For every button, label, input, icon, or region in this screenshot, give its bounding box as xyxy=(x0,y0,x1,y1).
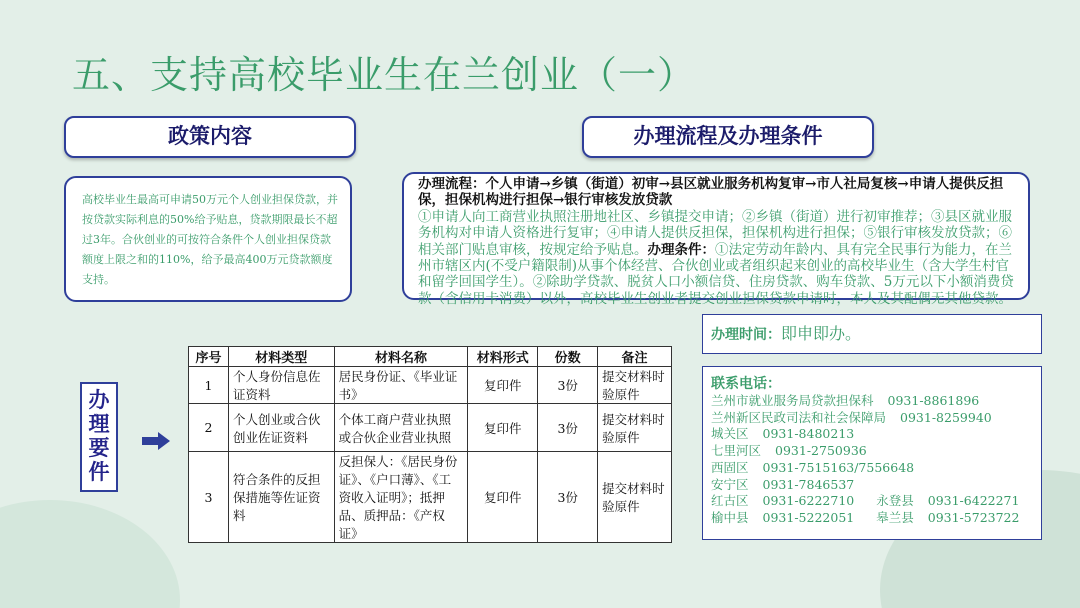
table-header: 材料形式 xyxy=(468,347,538,367)
table-cell: 居民身份证、《毕业证书》 xyxy=(334,367,468,404)
contact-name: 城关区 xyxy=(711,426,749,442)
time-box xyxy=(702,314,1042,354)
contact-phone: 0931-5723722 xyxy=(927,509,1020,525)
table-cell: 提交材料时验原件 xyxy=(598,404,672,452)
contact-name: 安宁区 xyxy=(711,476,749,492)
time-label: 办理时间： xyxy=(711,327,781,343)
requirements-table xyxy=(188,346,672,543)
time-value: 即申即办。 xyxy=(781,324,862,343)
table-cell: 3 xyxy=(189,452,229,543)
contact-name: 七里河区 xyxy=(711,443,762,459)
table-cell: 2 xyxy=(189,404,229,452)
contact-name: 永登县 xyxy=(876,493,914,509)
right-arrow-icon xyxy=(142,432,170,450)
contact-line xyxy=(711,443,1041,460)
contact-name: 榆中县 xyxy=(711,509,749,525)
table-cell: 符合条件的反担保措施等佐证资料 xyxy=(228,452,334,543)
contact-phone: 0931-5222051 xyxy=(762,509,855,525)
table-cell: 个体工商户营业执照或合伙企业营业执照 xyxy=(334,404,468,452)
table-cell: 提交材料时验原件 xyxy=(598,367,672,404)
contact-phone: 0931-7515163/7556648 xyxy=(762,459,915,475)
contact-box xyxy=(702,366,1042,540)
table-cell: 复印件 xyxy=(468,404,538,452)
page-title: 五、支持高校毕业生在兰创业（一） xyxy=(72,53,697,97)
conditions-label: 办理条件： xyxy=(647,241,715,258)
flow-text: 个人申请→乡镇（街道）初审→县区就业服务机构复审→市人社局复核→申请人提供反担保，担保机构进行担保→银行审核发放贷款 xyxy=(418,176,1004,209)
contact-line xyxy=(711,493,1041,510)
table-cell: 1 xyxy=(189,367,229,404)
contact-line xyxy=(711,477,1041,494)
table-header: 材料类型 xyxy=(228,347,334,367)
contact-phone: 0931-8259940 xyxy=(900,409,992,425)
policy-text: 高校毕业生最高可申请50万元个人创业担保贷款，并按贷款实际利息的50%给予贴息，贷款期限最长不超过3年。合伙创业的可按符合条件个人创业担保贷款额度上限之和的110%，给予最高400万元贷款额度支持。 xyxy=(82,193,338,286)
table-cell: 提交材料时验原件 xyxy=(598,452,672,543)
side-char: 要 xyxy=(88,435,110,460)
side-char: 件 xyxy=(88,459,110,484)
steps-text: ①申请人向工商营业执照注册地社区、乡镇提交申请；②乡镇（街道）进行初审推荐；③县区就业服务机构对申请人资格进行复审；④申请人提供反担保，担保机构进行担保；⑤银行审核发放贷款；⑥相关部门贴息审核，按规定给予贴息。 xyxy=(418,208,1012,258)
decor-shape xyxy=(0,500,180,608)
contact-phone: 0931-6422271 xyxy=(927,493,1020,509)
table-row xyxy=(189,404,672,452)
contact-label: 联系电话： xyxy=(711,376,781,392)
table-row xyxy=(189,452,672,543)
table-header: 份数 xyxy=(538,347,598,367)
process-box xyxy=(402,172,1030,307)
requirements-side-label xyxy=(80,382,118,492)
flow-label: 办理流程： xyxy=(418,176,486,192)
table-row xyxy=(189,367,672,404)
contact-line xyxy=(711,510,1041,527)
table-header: 材料名称 xyxy=(334,347,468,367)
table-cell: 3份 xyxy=(538,452,598,543)
conditions-text: ①法定劳动年龄内、具有完全民事行为能力，在兰州市辖区内(不受户籍限制)从事个体经营、合伙创业或者组织起来创业的高校毕业生（含大学生村官和留学回国学生）。②除助学贷款、脱贫人口小额信贷、住房贷款、购车贷款、5万元以下小额消费贷款（含信用卡消费）以外，高校毕业生创业者提交创业担保贷款申请时，本人及其配偶无其他贷款。 xyxy=(418,241,1014,307)
process-heading: 办理流程及办理条件 xyxy=(582,116,874,158)
table-cell: 个人创业或合伙创业佐证资料 xyxy=(228,404,334,452)
table-cell: 3份 xyxy=(538,367,598,404)
contact-phone: 0931-8861896 xyxy=(887,393,980,408)
table-cell: 复印件 xyxy=(468,452,538,543)
contact-name: 红古区 xyxy=(711,493,749,509)
table-cell: 3份 xyxy=(538,404,598,452)
table-cell: 个人身份信息佐证资料 xyxy=(228,367,334,404)
side-char: 办 xyxy=(88,387,110,412)
contact-line xyxy=(711,426,1041,443)
contact-line xyxy=(711,460,1041,477)
table-cell: 复印件 xyxy=(468,367,538,404)
contact-name: 皋兰县 xyxy=(876,509,914,525)
contact-phone: 0931-2750936 xyxy=(775,443,867,459)
contact-name: 西固区 xyxy=(711,459,749,475)
table-cell: 反担保人：《居民身份证》、《户口薄》、《工资收入证明》；抵押品、质押品：《产权证》 xyxy=(334,452,468,543)
contact-name: 兰州新区民政司法和社会保障局 xyxy=(711,409,887,425)
contact-phone: 0931-7846537 xyxy=(762,476,855,492)
table-header-row xyxy=(189,347,672,367)
policy-box xyxy=(64,176,352,302)
contact-name: 兰州市就业服务局贷款担保科 xyxy=(711,393,874,408)
table-header: 备注 xyxy=(598,347,672,367)
contact-phone: 0931-6222710 xyxy=(762,493,855,509)
contact-phone: 0931-8480213 xyxy=(762,426,855,442)
policy-heading: 政策内容 xyxy=(64,116,356,158)
table-header: 序号 xyxy=(189,347,229,367)
process-text xyxy=(418,176,1020,307)
contact-line xyxy=(711,410,1041,427)
contact-line xyxy=(711,393,1041,410)
side-char: 理 xyxy=(88,411,110,436)
